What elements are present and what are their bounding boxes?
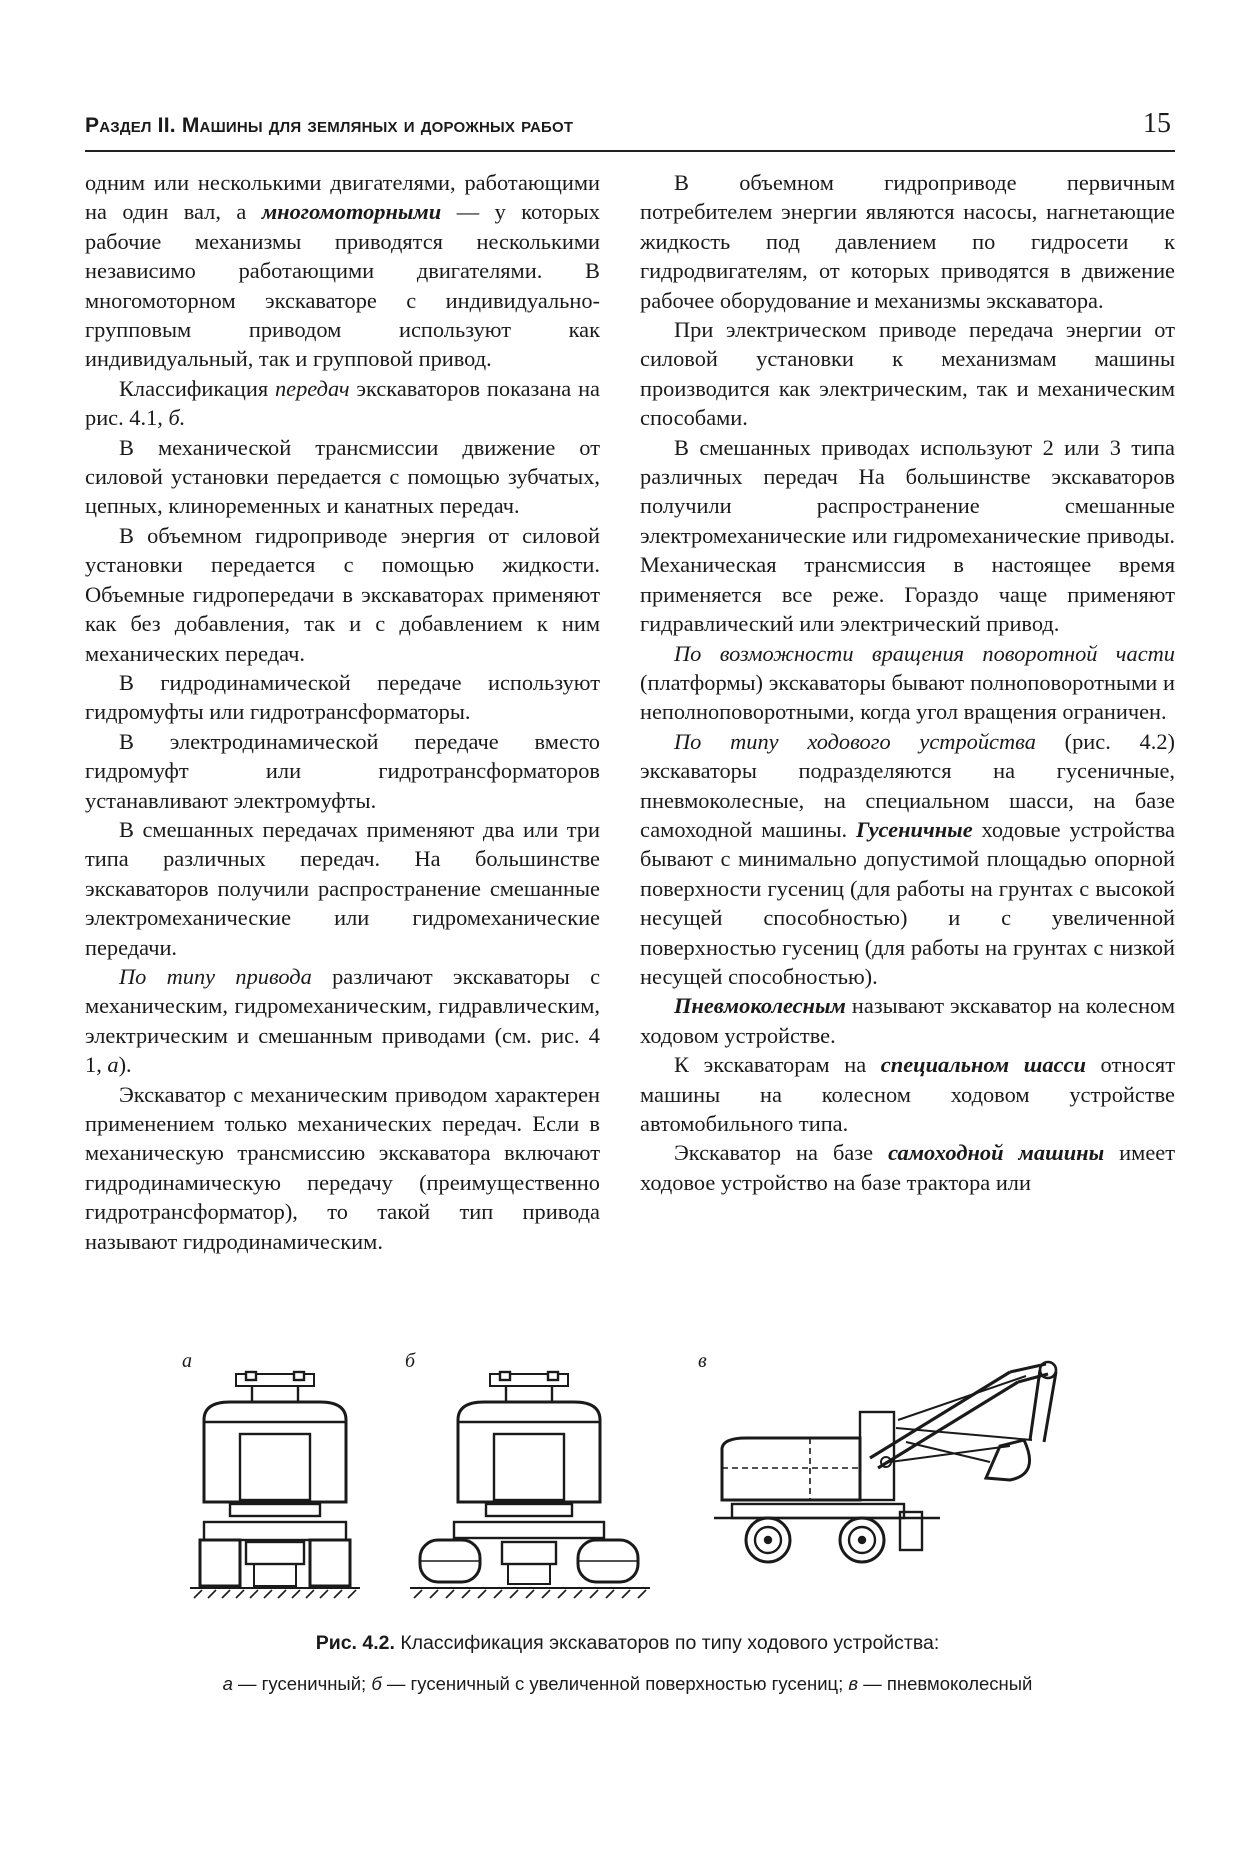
section-title	[85, 114, 573, 138]
term: специальном шасси	[880, 1052, 1086, 1078]
paragraph: В объемном гидроприводе первичным потребителем энергии являются насосы, нагнетающие жидкость под давлением по гидросети к гидродвигателям, от которых приводятся в движение рабочее оборудование и механизмы экскаватора.	[640, 170, 1175, 313]
crawler-excavator-drawing	[190, 1372, 360, 1592]
header-rule	[85, 150, 1175, 152]
figure-label-v: в	[698, 1350, 707, 1372]
wide-crawler-excavator-drawing	[410, 1372, 650, 1592]
paragraph: При электрическом приводе передача энергии от силовой установки к механизмам машины производится как электрическим, так и механическим способами.	[640, 317, 1175, 431]
section-number: Раздел II.	[85, 114, 176, 137]
figure-4-2	[170, 1350, 1170, 1615]
paragraph: Классификация передач экскаваторов показана на рис. 4.1, б.	[85, 375, 600, 431]
paragraph: В объемном гидроприводе энергия от силовой установки передается с помощью жидкости. Объемные гидропередачи в экскаваторах применяют как без добавления, так и с добавлением к ним механических передач.	[85, 522, 600, 666]
paragraph: К экскаваторам на специальном шасси относят машины на колесном ходовом устройстве автомобильного типа.	[640, 1052, 1176, 1136]
paragraph: По типу привода различают экскаваторы с механическим, гидромеханическим, гидравлическим, электрическим и смешанным приводами (см. рис. 4 1, а).	[85, 963, 601, 1078]
paragraph: Экскаватор с механическим приводом характерен применением только механических передач. Если в механическую трансмиссию экскаватора включают гидродинамическую передачу (преимущественно гидротрансформатор), то такой тип привода называют гидродинамическим.	[85, 1081, 600, 1254]
caption-title: Классификация экскаваторов по типу ходового устройства:	[394, 1632, 940, 1654]
paragraph: В смешанных приводах используют 2 или 3 типа различных передач На большинстве экскаваторов получили распространение смешанные электромеханические или гидромеханические приводы. Механическая трансмиссия в настоящее время применяется все реже. Гораздо чаще применяют гидравлический или электрический привод.	[640, 434, 1175, 637]
figure-label-b: б	[405, 1350, 416, 1372]
right-column	[640, 168, 1175, 1197]
paragraph: По типу ходового устройства (рис. 4.2) экскаваторы подразделяются на гусеничные, пневмоколесные, на специальном шасси, на базе самоходной машины. Гусеничные ходовые устройства бывают с минимально допустимой площадью опорной поверхности гусениц (для работы на грунтах с высокой несущей способностью) и с увеличенной поверхностью гусениц (для работы на грунтах с низкой несущей способностью).	[640, 728, 1176, 989]
paragraph: В электродинамической передаче вместо гидромуфт или гидротрансформаторов устанавливают электромуфты.	[85, 728, 600, 813]
paragraph: В смешанных передачах применяют два или три типа различных передач. На большинстве экскаваторов получили распространение смешанные электромеханические или гидромеханические передачи.	[85, 816, 600, 960]
term: многомоторными	[261, 199, 442, 225]
paragraph: Пневмоколесным называют экскаватор на колесном ходовом устройстве.	[640, 993, 1175, 1048]
section-name: Машины для земляных и дорожных работ	[181, 114, 574, 137]
page-number: 15	[1143, 108, 1171, 139]
paragraph: По возможности вращения поворотной части (платформы) экскаваторы бывают полноповоротными и неполноповоротными, когда угол вращения ограничен.	[640, 640, 1175, 725]
caption-number: Рис. 4.2.	[315, 1632, 395, 1654]
running-header	[85, 108, 1175, 148]
paragraph: В механической трансмиссии движение от силовой установки передается с помощью зубчатых, цепных, клиноременных и канатных передач.	[85, 434, 600, 519]
wheeled-excavator-drawing	[710, 1350, 1170, 1570]
term: передач	[274, 375, 350, 401]
figure-legend: а — гусеничный; б — гусеничный с увеличенной поверхностью гусениц; в — пневмоколесный	[222, 1673, 1033, 1694]
term: Пневмоколесным	[674, 993, 846, 1019]
term: По возможности вращения поворотной части	[674, 640, 1175, 666]
term: Гусеничные	[856, 816, 973, 842]
figure-caption	[0, 1632, 1255, 1655]
paragraph: В гидродинамической передаче используют гидромуфты или гидротрансформаторы.	[85, 669, 600, 725]
paragraph: Экскаватор на базе самоходной машины имеет ходовое устройство на базе трактора или	[640, 1140, 1175, 1195]
figure-label-a: а	[182, 1350, 192, 1372]
term: По типу ходового устройства	[674, 728, 1036, 754]
left-column	[85, 168, 600, 1256]
term: По типу привода	[119, 963, 312, 989]
term: самоходной машины	[888, 1140, 1105, 1166]
paragraph: одним или несколькими двигателями, работающими на один вал, а многомоторными — у которых рабочие механизмы приводятся несколькими независимо работающими двигателями. В многомоторном экскаваторе с индивидуально-групповым приводом используют как индивидуальный, так и групповой привод.	[85, 170, 600, 372]
